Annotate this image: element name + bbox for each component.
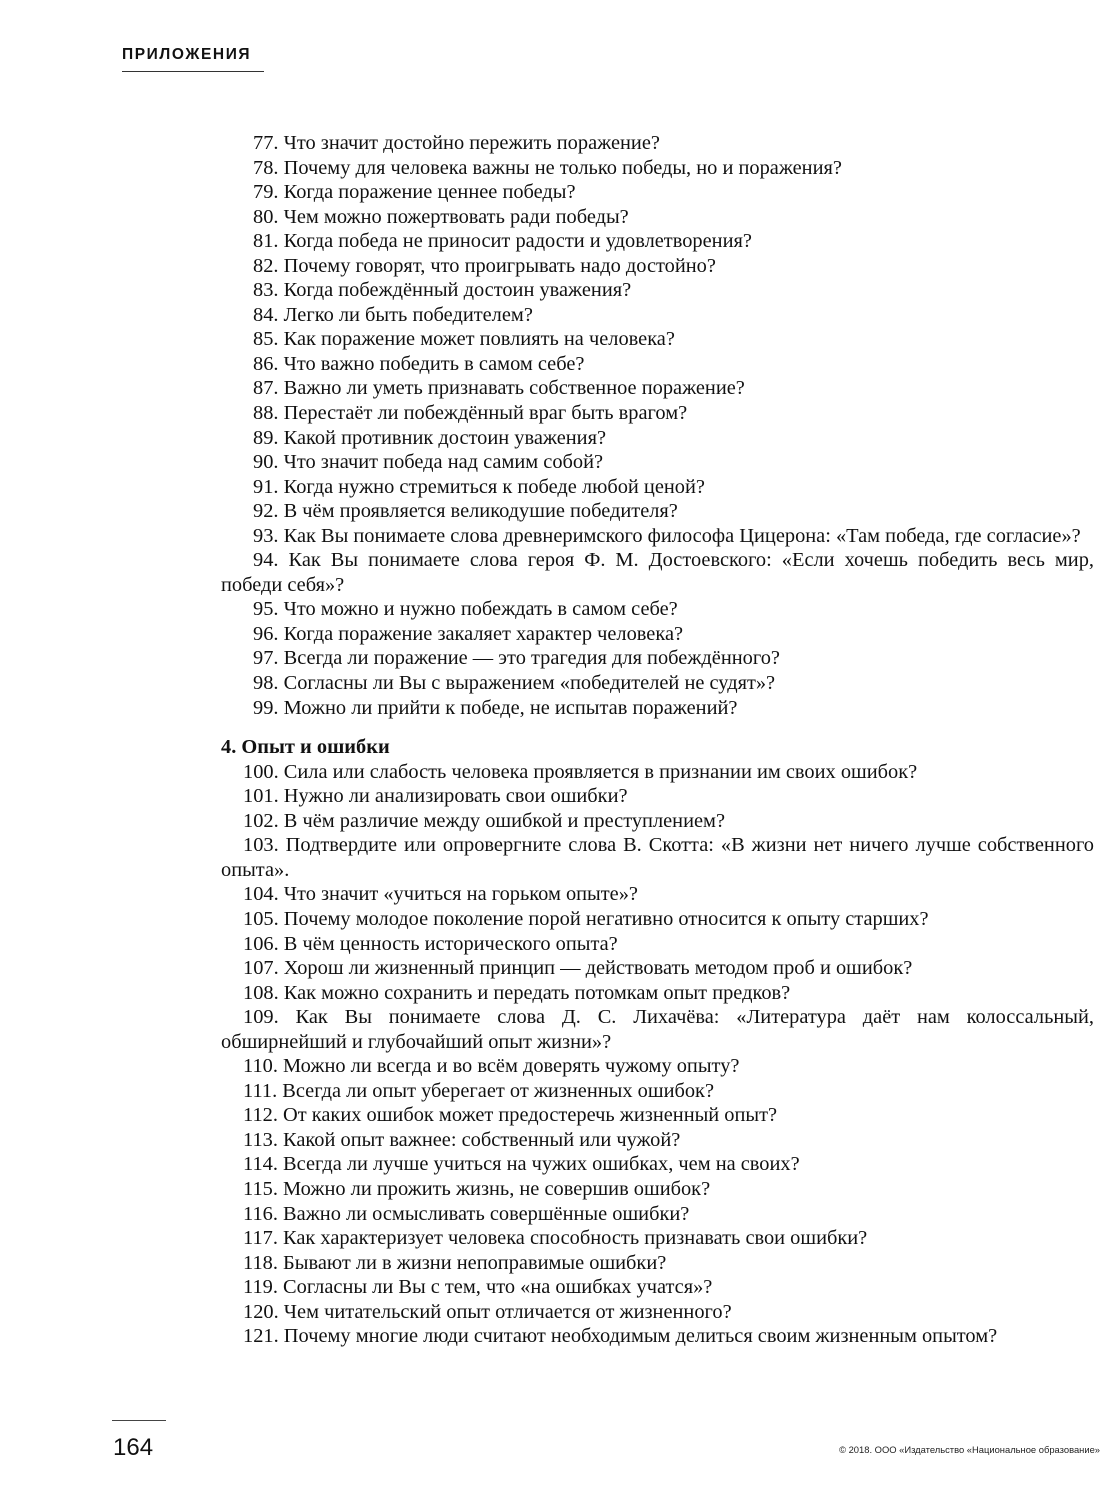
question-number: 83. [253,279,279,302]
question-number: 77. [253,132,279,154]
question-item [221,1079,1094,1104]
question-number: 86. [253,352,279,375]
question-item [221,1054,1094,1079]
question-item [221,180,1094,205]
question-item [221,1324,1094,1349]
question-item [221,1275,1094,1300]
question-text: Почему молодое поколение порой негативно относится к опыту старших? [283,907,929,930]
copyright-notice: © 2018. ООО «Издательство «Национальное образование» [839,1444,1100,1455]
question-text: Важно ли уметь признавать собственное поражение? [283,377,745,400]
question-number: 113. [243,1128,278,1151]
question-number: 85. [253,328,279,351]
question-number: 118. [243,1251,278,1274]
question-number: 88. [253,402,279,425]
question-text: Что значит «учиться на горьком опыте»? [283,883,638,906]
page-content [221,131,1094,1349]
running-head: ПРИЛОЖЕНИЯ [122,46,252,63]
question-text: Как Вы понимаете слова Д. С. Лихачёва: «Литература даёт нам колоссальный, обширнейший и глубочайший опыт жизни»? [221,1006,1094,1053]
question-item [221,882,1094,907]
question-text: Легко ли быть победителем? [283,303,533,326]
question-number: 101. [243,785,279,808]
question-item [221,1005,1094,1054]
page-number: 164 [113,1434,154,1461]
question-number: 114. [243,1153,278,1176]
question-item [221,1128,1094,1153]
question-item [221,229,1094,254]
question-list-part3 [221,131,1094,720]
question-text: Можно ли всегда и во всём доверять чужому опыту? [283,1055,740,1078]
question-text: Когда побеждённый достоин уважения? [283,279,632,302]
question-number: 112. [243,1104,278,1127]
question-text: Бывают ли в жизни непоправимые ошибки? [283,1251,667,1274]
question-number: 87. [253,377,279,400]
question-text: Как можно сохранить и передать потомкам опыт предков? [283,981,791,1004]
question-item [221,327,1094,352]
question-text: От каких ошибок может предостеречь жизненный опыт? [283,1104,778,1127]
question-text: Перестаёт ли побеждённый враг быть врагом? [283,402,688,425]
question-item [221,254,1094,279]
question-number: 96. [253,622,279,645]
question-item [221,450,1094,475]
question-text: Согласны ли Вы с тем, что «на ошибках учатся»? [283,1276,713,1299]
question-text: Как Вы понимаете слова древнеримского философа Цицерона: «Там победа, где согласие»? [283,524,1081,547]
question-item [221,622,1094,647]
question-list-part4 [221,760,1094,1349]
question-number: 79. [253,181,279,204]
question-text: Что значит победа над самим собой? [283,451,604,474]
question-number: 106. [243,932,279,955]
question-number: 84. [253,303,279,326]
question-text: Можно ли прийти к победе, не испытав поражений? [283,696,738,719]
question-number: 95. [253,598,279,621]
question-item [221,1251,1094,1276]
question-text: Сила или слабость человека проявляется в признании им своих ошибок? [283,760,918,783]
question-item [221,278,1094,303]
question-item [221,1300,1094,1325]
question-number: 80. [253,205,279,228]
question-item [221,156,1094,181]
question-text: Хорош ли жизненный принцип — действовать методом проб и ошибок? [283,957,913,980]
running-head-rule [122,71,264,72]
question-text: Какой противник достоин уважения? [283,426,606,449]
question-text: В чём ценность исторического опыта? [283,932,618,955]
question-number: 90. [253,451,279,474]
question-text: Как характеризует человека способность признавать свои ошибки? [283,1227,868,1250]
question-item [221,1103,1094,1128]
question-text: Когда нужно стремиться к победе любой ценой? [283,475,705,498]
question-item [221,548,1094,597]
question-number: 99. [253,696,279,719]
question-number: 108. [243,981,279,1004]
question-number: 121. [243,1325,279,1348]
question-number: 94. [253,549,279,572]
question-text: Можно ли прожить жизнь, не совершив ошибок? [283,1177,711,1200]
question-number: 107. [243,957,279,980]
question-number: 104. [243,883,279,906]
question-text: Чем можно пожертвовать ради победы? [283,205,629,228]
question-text: Почему говорят, что проигрывать надо достойно? [283,254,716,277]
question-number: 102. [243,809,279,832]
question-number: 120. [243,1300,279,1323]
question-number: 97. [253,647,279,670]
question-item [221,809,1094,834]
question-text: В чём проявляется великодушие победителя? [283,500,678,523]
question-number: 111. [243,1079,278,1102]
question-text: Когда победа не приносит радости и удовлетворения? [283,230,752,253]
question-item [221,597,1094,622]
question-text: Подтвердите или опровергните слова В. Скотта: «В жизни нет ничего лучше собственного опыта». [221,834,1094,881]
question-item [221,303,1094,328]
question-number: 89. [253,426,279,449]
question-number: 117. [243,1227,278,1250]
question-item [221,1202,1094,1227]
question-item [221,907,1094,932]
question-item [221,524,1094,549]
question-number: 78. [253,156,279,179]
question-item [221,131,1094,156]
question-item [221,475,1094,500]
question-text: Когда поражение закаляет характер человека? [283,622,684,645]
question-text: Всегда ли опыт уберегает от жизненных ошибок? [282,1079,715,1102]
question-item [221,981,1094,1006]
question-item [221,205,1094,230]
question-text: Почему для человека важны не только победы, но и поражения? [283,156,842,179]
question-text: Нужно ли анализировать свои ошибки? [283,785,628,808]
question-number: 82. [253,254,279,277]
question-item [221,499,1094,524]
question-item [221,760,1094,785]
question-item [221,426,1094,451]
question-text: В чём различие между ошибкой и преступлением? [283,809,726,832]
section-title: 4. Опыт и ошибки [221,736,390,759]
question-number: 119. [243,1276,278,1299]
question-text: Когда поражение ценнее победы? [283,181,576,204]
footer-rule [112,1420,166,1421]
question-number: 105. [243,907,279,930]
question-item [221,376,1094,401]
question-number: 92. [253,500,279,523]
question-item [221,696,1094,721]
question-number: 93. [253,524,279,547]
question-text: Какой опыт важнее: собственный или чужой? [283,1128,681,1151]
question-item [221,352,1094,377]
question-item [221,671,1094,696]
question-text: Что можно и нужно побеждать в самом себе? [283,598,678,621]
question-text: Что значит достойно пережить поражение? [283,132,660,154]
question-item [221,1226,1094,1251]
question-item [221,1152,1094,1177]
question-text: Что важно победить в самом себе? [283,352,585,375]
question-item [221,833,1094,882]
question-number: 98. [253,672,279,695]
question-item [221,646,1094,671]
question-number: 100. [243,760,279,783]
question-text: Всегда ли лучше учиться на чужих ошибках, чем на своих? [283,1153,800,1176]
question-item [221,401,1094,426]
question-number: 109. [243,1006,279,1029]
question-text: Как поражение может повлиять на человека? [283,328,675,351]
question-text: Всегда ли поражение — это трагедия для побеждённого? [283,647,780,670]
question-number: 81. [253,230,279,253]
question-number: 110. [243,1055,278,1078]
question-item [221,932,1094,957]
question-text: Почему многие люди считают необходимым делиться своим жизненным опытом? [283,1325,998,1348]
question-item [221,784,1094,809]
question-number: 91. [253,475,279,498]
question-number: 115. [243,1177,278,1200]
question-text: Чем читательский опыт отличается от жизненного? [283,1300,732,1323]
question-item [221,956,1094,981]
question-number: 103. [243,834,279,857]
question-text: Важно ли осмысливать совершённые ошибки? [283,1202,690,1225]
question-number: 116. [243,1202,278,1225]
question-text: Как Вы понимаете слова героя Ф. М. Достоевского: «Если хочешь победить весь мир, победи себя»? [221,549,1094,596]
question-text: Согласны ли Вы с выражением «победителей не судят»? [283,672,776,695]
question-item [221,1177,1094,1202]
